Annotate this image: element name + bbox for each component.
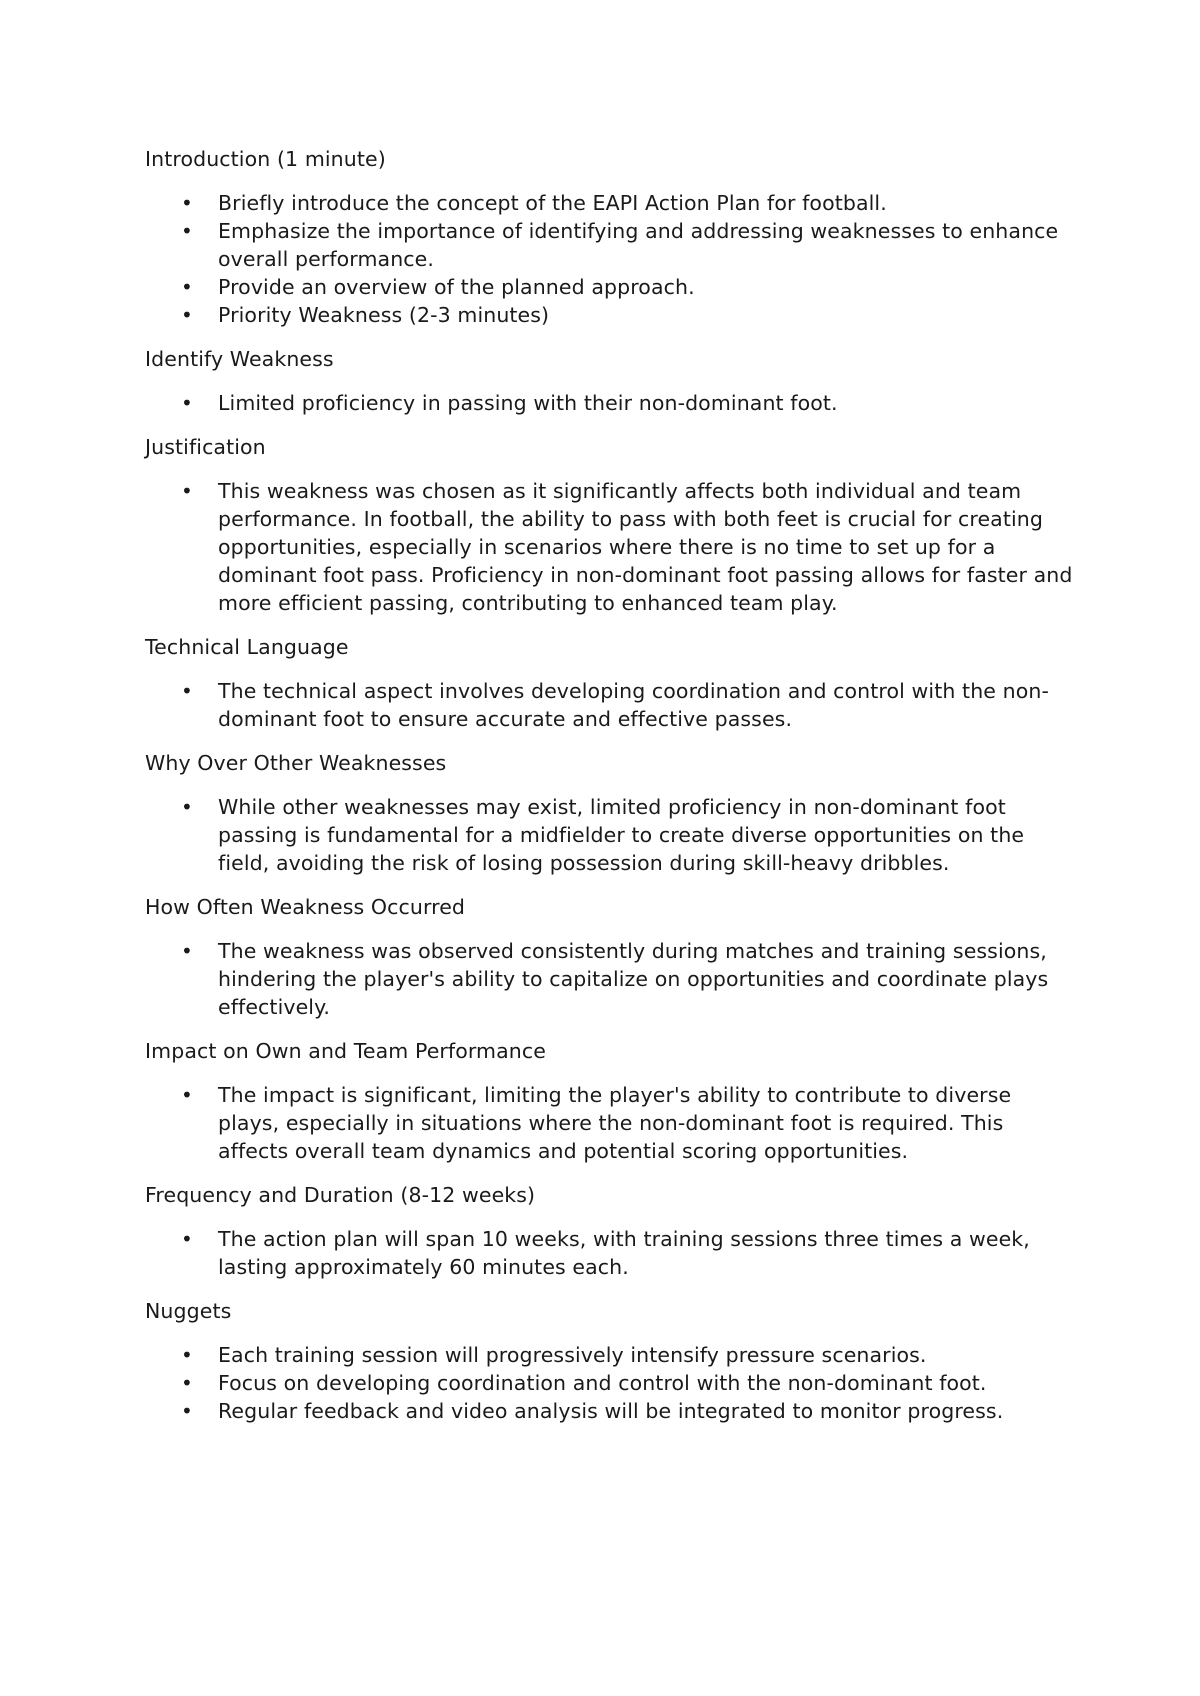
list-item: • Limited proficiency in passing with their non-dominant foot. <box>145 389 1075 417</box>
bullet-list-introduction <box>145 189 1075 329</box>
section-heading-frequency-duration: Frequency and Duration (8-12 weeks) <box>145 1183 536 1207</box>
bullet-list-frequency-duration <box>145 1225 1075 1281</box>
bullet-list-how-often <box>145 937 1075 1021</box>
list-item: • Priority Weakness (2-3 minutes) <box>145 301 1075 329</box>
list-item: • Briefly introduce the concept of the EAPI Action Plan for football. <box>145 189 1075 217</box>
list-item: • The technical aspect involves developing coordination and control with the non-dominant foot to ensure accurate and effective passes. <box>145 677 1075 733</box>
bullet-list-nuggets <box>145 1341 1075 1425</box>
list-item: • Provide an overview of the planned approach. <box>145 273 1075 301</box>
list-item: • Emphasize the importance of identifying and addressing weaknesses to enhance overall performance. <box>145 217 1075 273</box>
section-heading-introduction: Introduction (1 minute) <box>145 147 386 171</box>
section-heading-how-often: How Often Weakness Occurred <box>145 895 466 919</box>
list-item: • This weakness was chosen as it significantly affects both individual and team performance. In football, the ability to pass with both feet is crucial for creating opportunities, especially in scenarios where there is no time to set up for a dominant foot pass. Proficiency in non-dominant foot passing allows for faster and more efficient passing, contributing to enhanced team play. <box>145 477 1075 617</box>
section-heading-why-over-other: Why Over Other Weaknesses <box>145 751 447 775</box>
list-item: • The weakness was observed consistently during matches and training sessions, hindering the player's ability to capitalize on opportunities and coordinate plays effectively. <box>145 937 1075 1021</box>
list-item: • While other weaknesses may exist, limited proficiency in non-dominant foot passing is fundamental for a midfielder to create diverse opportunities on the field, avoiding the risk of losing possession during skill-heavy dribbles. <box>145 793 1075 877</box>
bullet-list-identify-weakness <box>145 389 1075 417</box>
list-item: • Each training session will progressively intensify pressure scenarios. <box>145 1341 1075 1369</box>
bullet-list-technical-language <box>145 677 1075 733</box>
section-heading-justification: Justification <box>145 435 266 459</box>
list-item: • Focus on developing coordination and control with the non-dominant foot. <box>145 1369 1075 1397</box>
list-item: • The action plan will span 10 weeks, with training sessions three times a week, lasting approximately 60 minutes each. <box>145 1225 1075 1281</box>
section-heading-identify-weakness: Identify Weakness <box>145 347 334 371</box>
list-item: • The impact is significant, limiting the player's ability to contribute to diverse plays, especially in situations where the non-dominant foot is required. This affects overall team dynamics and potential scoring opportunities. <box>145 1081 1075 1165</box>
list-item: • Regular feedback and video analysis will be integrated to monitor progress. <box>145 1397 1075 1425</box>
bullet-list-impact <box>145 1081 1075 1165</box>
section-heading-technical-language: Technical Language <box>145 635 349 659</box>
bullet-list-justification <box>145 477 1075 617</box>
bullet-list-why-over-other <box>145 793 1075 877</box>
section-heading-impact: Impact on Own and Team Performance <box>145 1039 546 1063</box>
document-page <box>145 145 1075 1441</box>
section-heading-nuggets: Nuggets <box>145 1299 232 1323</box>
